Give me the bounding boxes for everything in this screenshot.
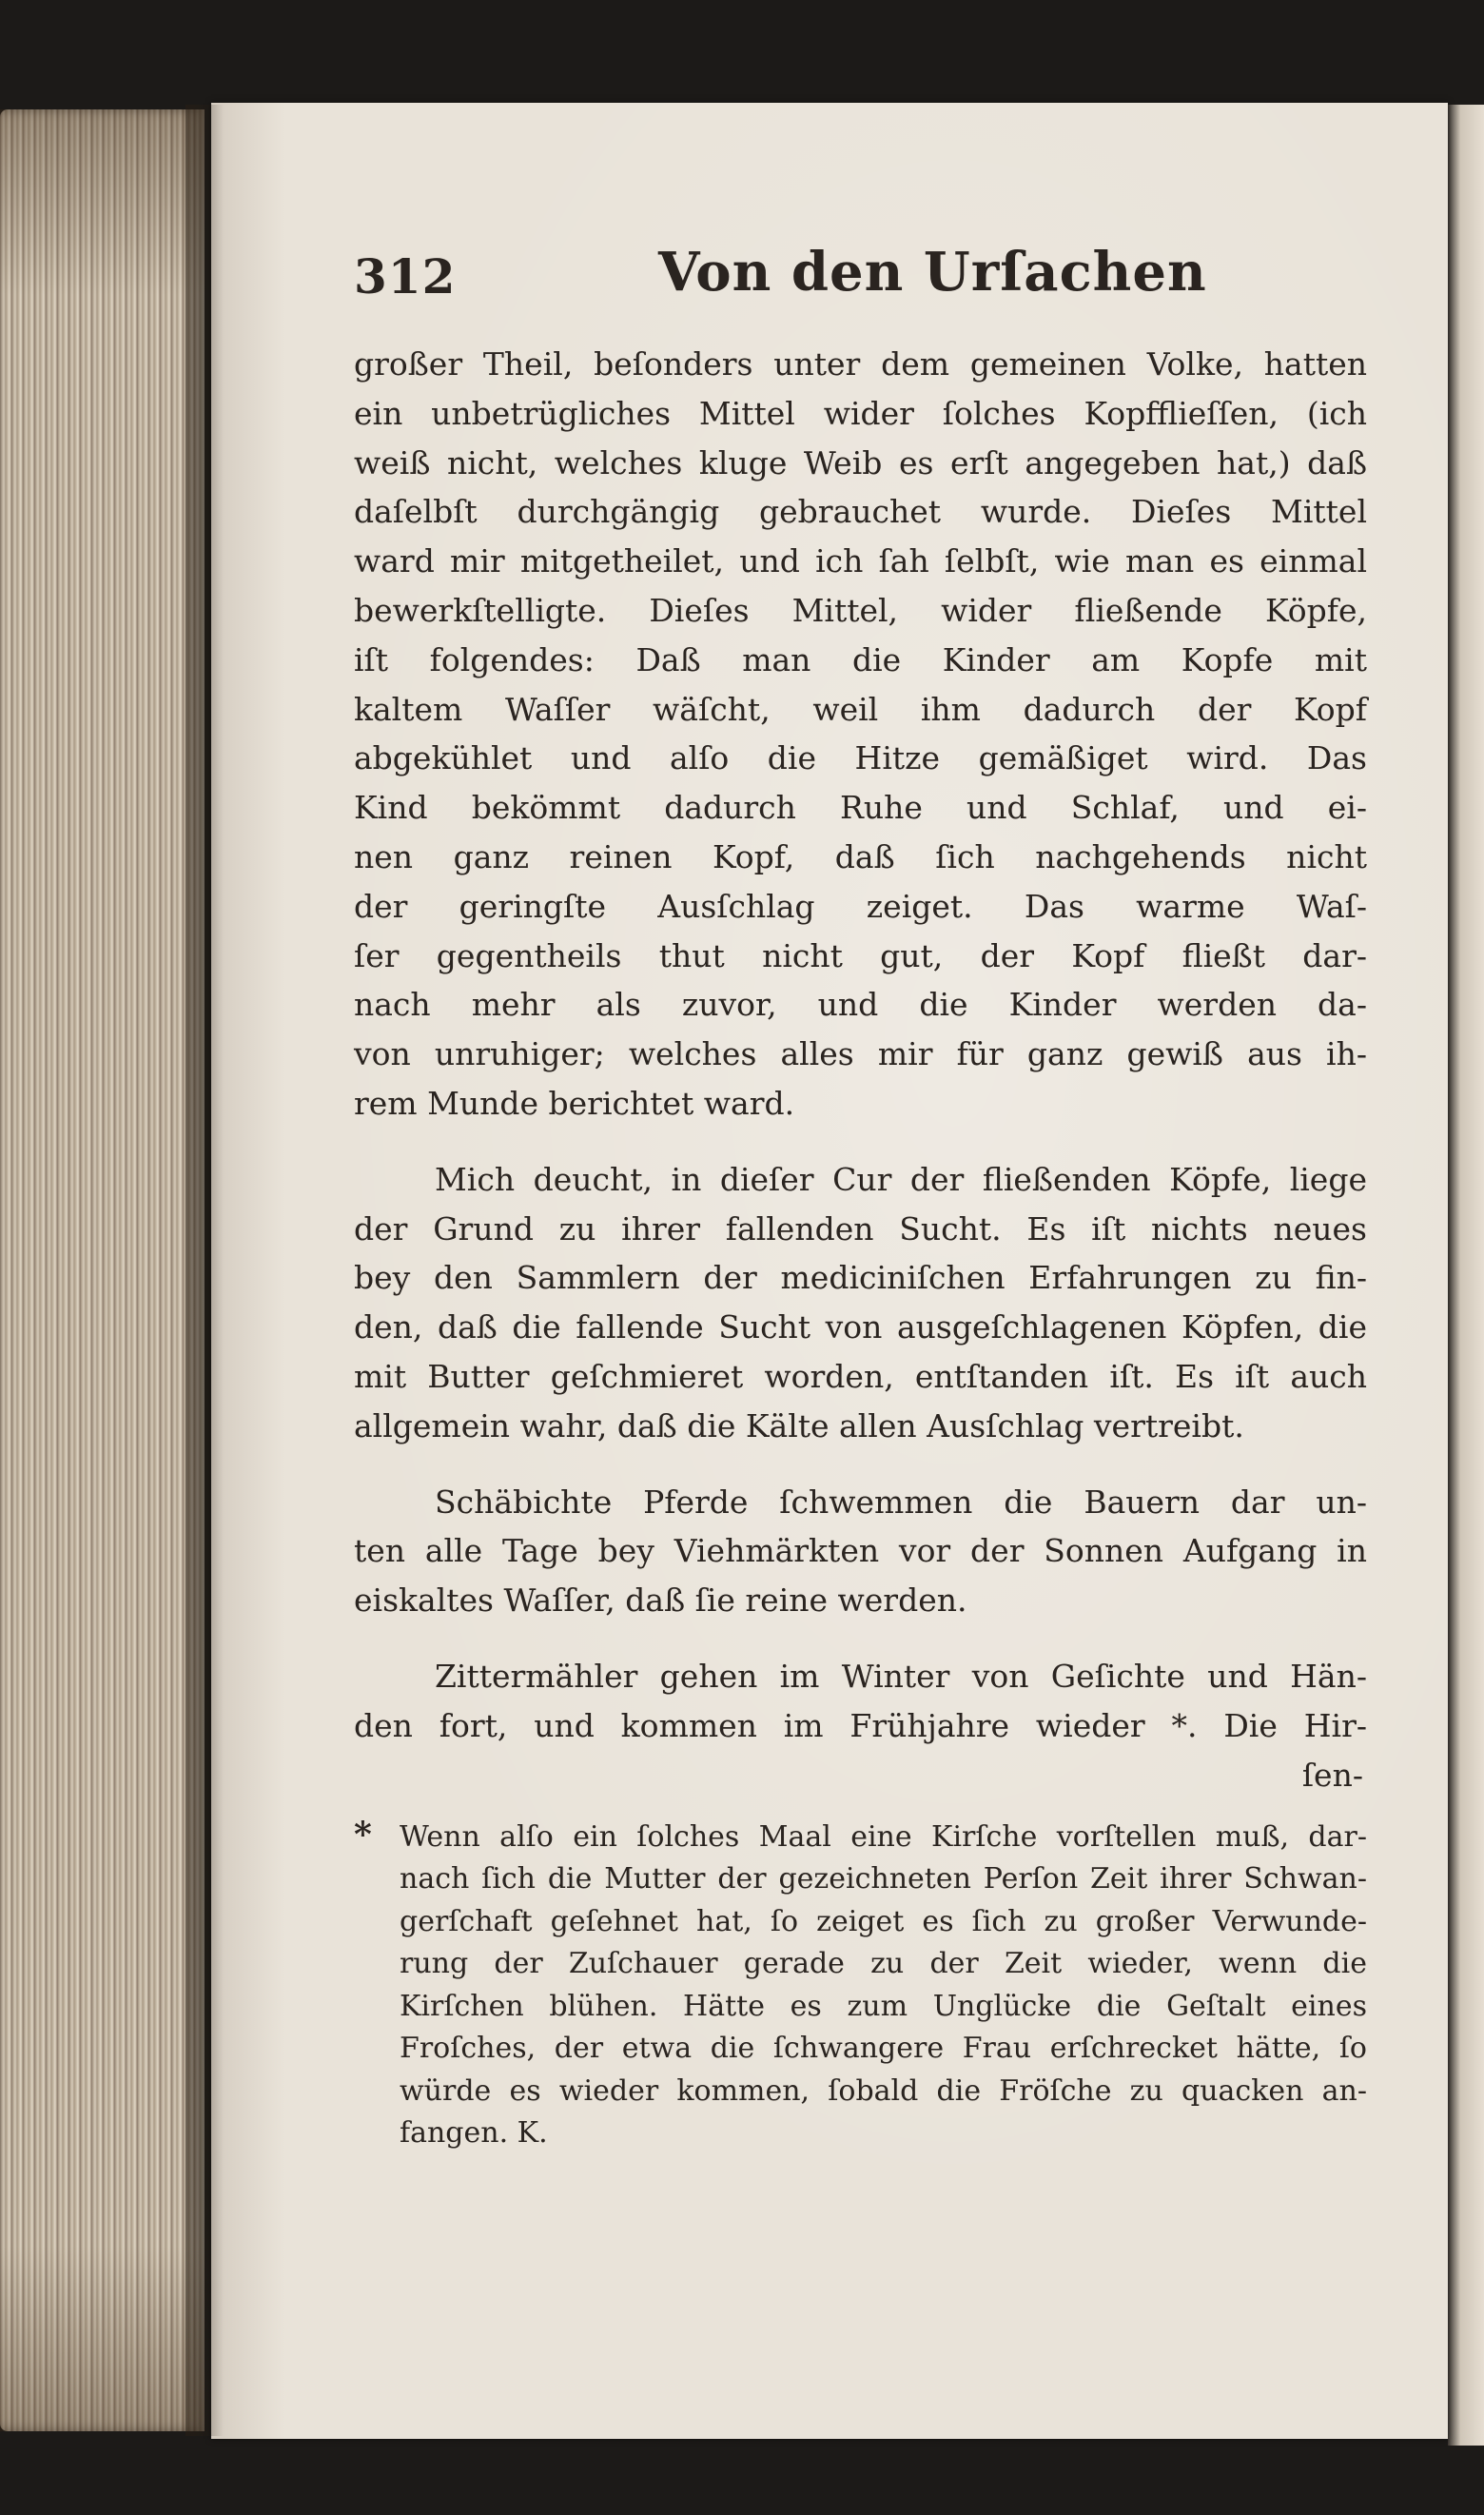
text-line: der geringſte Ausſchlag zeiget. Das warme Waſ- — [354, 887, 1367, 925]
running-title: Von den Urſachen — [658, 241, 1207, 304]
text-line: Schäbichte Pferde ſchwemmen die Bauern dar un- — [435, 1483, 1367, 1521]
text-line: nach mehr als zuvor, und die Kinder werden da- — [354, 986, 1367, 1024]
text-line: ſer gegentheils thut nicht gut, der Kopf fließt dar- — [354, 936, 1367, 974]
text-line: Kind bekömmt dadurch Ruhe und Schlaf, und ei- — [354, 789, 1367, 827]
text-line: ward mir mitgetheilet, und ich ſah ſelbſt, wie man es einmal — [354, 542, 1367, 580]
page-edges — [0, 109, 205, 2431]
text-line: ten alle Tage bey Viehmärkten vor der Sonnen Aufgang in — [354, 1532, 1367, 1570]
page-content — [354, 241, 1367, 2155]
footnote-marker: * — [354, 1814, 372, 1855]
footnote-line: fangen. K. — [400, 2116, 548, 2151]
page-number: 312 — [354, 248, 457, 305]
text-line: Zittermähler gehen im Winter von Geſichte und Hän- — [435, 1657, 1367, 1695]
footnote-line: gerſchaft geſehnet hat, ſo zeiget es ſich zu großer Verwunde- — [400, 1904, 1367, 1938]
text-line: abgekühlet und alſo die Hitze gemäßiget wird. Das — [354, 739, 1367, 777]
catchword: ſen- — [1301, 1756, 1363, 1794]
text-line: bewerkſtelligte. Dieſes Mittel, wider fließende Köpfe, — [354, 591, 1367, 629]
paragraph-4 — [354, 1652, 1367, 1751]
paragraph-2 — [354, 1155, 1367, 1451]
text-line: ein unbetrügliches Mittel wider ſolches Kopfflieſſen, (ich — [354, 394, 1367, 432]
text-line: der Grund zu ihrer fallenden Sucht. Es iſt nichts neues — [354, 1209, 1367, 1248]
text-line: allgemein wahr, daß die Kälte allen Ausſchlag vertreibt. — [354, 1406, 1244, 1444]
text-line: den, daß die fallende Sucht von ausgeſchlagenen Köpfen, die — [354, 1308, 1367, 1346]
text-line: von unruhiger; welches alles mir für ganz gewiß aus ih- — [354, 1035, 1367, 1073]
text-line: weiß nicht, welches kluge Weib es erſt angegeben hat,) daß — [354, 443, 1367, 481]
text-line: eiskaltes Waſſer, daß ſie reine werden. — [354, 1582, 967, 1620]
paragraph-gap — [354, 1625, 1367, 1652]
footnote-line: nach ſich die Mutter der gezeichneten Perſon Zeit ihrer Schwan- — [400, 1862, 1367, 1896]
footnote-line: Wenn alſo ein ſolches Maal eine Kirſche vorſtellen muß, dar- — [400, 1819, 1367, 1854]
footnote-line: würde es wieder kommen, ſobald die Fröſche zu quacken an- — [400, 2073, 1367, 2108]
gutter-shadow — [186, 105, 224, 2436]
text-line: bey den Sammlern der mediciniſchen Erfahrungen zu fin- — [354, 1259, 1367, 1297]
running-head — [354, 241, 1367, 326]
book-page — [211, 103, 1448, 2439]
text-line: Mich deucht, in dieſer Cur der fließenden Köpfe, liege — [435, 1160, 1367, 1198]
text-line: großer Theil, beſonders unter dem gemeinen Volke, hatten — [354, 345, 1367, 383]
paragraph-3 — [354, 1478, 1367, 1625]
footnote-line: Kirſchen blühen. Hätte es zum Unglücke die Geſtalt eines — [400, 1989, 1367, 2023]
text-line: nen ganz reinen Kopf, daß ſich nachgehends nicht — [354, 837, 1367, 875]
text-line: den fort, und kommen im Frühjahre wieder *. Die Hir- — [354, 1706, 1367, 1744]
paragraph-1 — [354, 340, 1367, 1129]
footnote-line: rung der Zuſchauer gerade zu der Zeit wieder, wenn die — [400, 1947, 1367, 1981]
text-line: rem Munde berichtet ward. — [354, 1084, 795, 1122]
footnote-line: Froſches, der etwa die ſchwangere Frau erſchrecket hätte, ſo — [400, 2032, 1367, 2066]
paragraph-gap — [354, 1451, 1367, 1478]
text-line: kaltem Waſſer wäſcht, weil ihm dadurch der Kopf — [354, 690, 1367, 728]
text-line: iſt folgendes: Daß man die Kinder am Kopfe mit — [354, 640, 1367, 678]
facing-page-edge — [1448, 105, 1484, 2446]
footnote — [354, 1814, 1367, 2155]
text-line: mit Butter geſchmieret worden, entſtanden iſt. Es iſt auch — [354, 1357, 1367, 1395]
paragraph-gap — [354, 1129, 1367, 1155]
text-line: daſelbſt durchgängig gebrauchet wurde. Dieſes Mittel — [354, 493, 1367, 531]
body-text — [354, 340, 1367, 2155]
